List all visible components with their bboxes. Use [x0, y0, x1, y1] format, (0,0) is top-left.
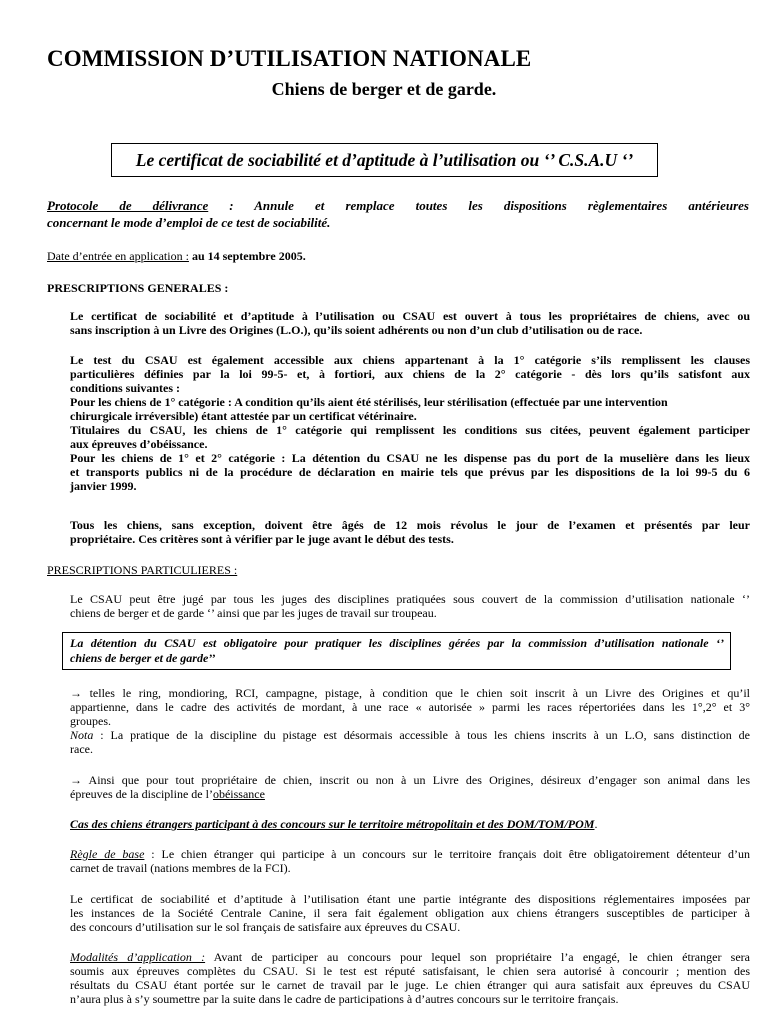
particular-heading [47, 563, 237, 577]
text-line: Titulaires du CSAU, les chiens de 1° catégorie qui remplissent les conditions sus citées, peuvent également participer [70, 423, 750, 437]
particular-paragraph-1 [70, 592, 750, 620]
certificate-title-box [111, 143, 658, 177]
text-line: Le test du CSAU est également accessible aux chiens appartenant à la 1° catégorie s’ils remplissent les clauses [70, 353, 750, 367]
protocol-colon: : [208, 198, 234, 213]
foreign-dogs-heading [70, 817, 750, 831]
text-line: La détention du CSAU est obligatoire pour pratiquer les disciplines gérées par la commission d’utilisation nationale ‘’ [70, 636, 724, 650]
text-line: résultats du CSAU étant portée sur le carnet de travail par le juge. Le chien étranger qui aura satisfait aux épreuves du CSAU [70, 978, 750, 992]
text-line: chiens de berger et de garde’’ [70, 651, 216, 665]
text-segment: Ainsi que pour tout propriétaire de chien, inscrit ou non à un Livre des Origines, désireux d’engager son animal dans les [82, 773, 750, 787]
text-line: particulières définies par la loi 99-5- et, à fortiori, aux chiens de la 2° catégorie - dès lors qu’ils satisfont aux [70, 367, 750, 381]
text-segment: : La pratique de la discipline du pistage est désormais accessible à tous les chiens inscrits à un L.O, sans distinction de [93, 728, 750, 742]
text-line: carnet de travail (nations membres de la FCI). [70, 861, 291, 875]
text-segment: épreuves de la discipline de l’ [70, 787, 213, 801]
text-line: appartienne, dans le cadre des activités de mordant, à une race « autorisée » parmi les races répertoriées dans les 1°,2° et 3° [70, 700, 750, 714]
text-segment: : Le chien étranger qui participe à un concours sur le territoire français doit être obligatoirement détenteur d’un [144, 847, 751, 861]
page-subtitle: Chiens de berger et de garde. [271, 79, 497, 99]
text-line: Tous les chiens, sans exception, doivent être âgés de 12 mois révolus le jour de l’examen et présentés par leur [70, 518, 750, 532]
text-segment: . [594, 817, 598, 831]
text-line: n’aura plus à s’y soumettre par la suite dans le cadre de participations à d’autres concours sur le territoire français. [70, 992, 619, 1006]
text-line: conditions suivantes : [70, 381, 181, 395]
general-heading-text: PRESCRIPTIONS GENERALES : [47, 281, 229, 295]
application-date-label: Date d’entrée en application : [47, 249, 189, 263]
nota-label: Nota [70, 728, 94, 742]
certificate-paragraph [70, 892, 750, 934]
text-line: chiens de berger et de garde ‘’ ainsi que par les juges de travail sur troupeau. [70, 606, 437, 620]
text-line: Le certificat de sociabilité et d’aptitude à l’utilisation ou CSAU est ouvert à tous les propriétaires de chiens, avec ou [70, 309, 750, 323]
base-rule-label: Règle de base [70, 847, 145, 861]
modalities-label: Modalités d’application : [70, 950, 206, 964]
foreign-heading-text: Cas des chiens étrangers participant à des concours sur le territoire métropolitain et des DOM/TOM/POM [70, 817, 595, 831]
text-line: race. [70, 742, 93, 756]
protocol-line-1: Annule et remplace toutes les dispositions règlementaires antérieures [233, 198, 749, 213]
arrow-icon: → [70, 773, 82, 787]
particular-heading-text: PRESCRIPTIONS PARTICULIERES : [47, 563, 238, 577]
obedience-link: obéissance [212, 787, 265, 801]
application-date-value: au 14 septembre 2005. [188, 249, 306, 263]
text-segment: telles le ring, mondioring, RCI, campagne, pistage, à condition que le chien soit inscrit à un Livre des Origines et qu’il [82, 686, 750, 700]
protocol-paragraph [47, 197, 749, 231]
text-line: sans inscription à un Livre des Origines (L.O.), qu’ils soient adhérents ou non d’un club d’utilisation ou de race. [70, 323, 643, 337]
text-line: groupes. [70, 714, 111, 728]
disciplines-paragraph [70, 686, 750, 756]
page-title: COMMISSION D’UTILISATION NATIONALE [47, 46, 532, 71]
text-line: Pour les chiens de 1° catégorie : A condition qu’ils aient été stérilisés, leur stérilisation (effectuée par une intervention [70, 395, 668, 409]
general-paragraph-2 [70, 353, 750, 493]
text-line: janvier 1999. [70, 479, 137, 493]
text-line: Pour les chiens de 1° et 2° catégorie : La détention du CSAU ne les dispense pas du port de la muselière dans les lieux [70, 451, 750, 465]
text-line: Le CSAU peut être jugé par tous les juges des disciplines pratiquées sous couvert de la commission d’utilisation nationale ‘’ [70, 592, 750, 606]
text-line: propriétaire. Ces critères sont à vérifier par le juge avant le début des tests. [70, 532, 454, 546]
arrow-icon: → [70, 686, 82, 700]
general-paragraph-1 [70, 309, 750, 337]
text-line: et transports publics ni de la procédure de déclaration en mairie tels que prévus par les dispositions de la loi 99-5 du 6 [70, 465, 750, 479]
text-line: des concours d’utilisation sur le sol français de satisfaire aux épreuves du CSAU. [70, 920, 461, 934]
text-line: soumis aux épreuves complètes du CSAU. Si le test est réputé satisfaisant, le chien sera autorisé à concourir ; mention des [70, 964, 750, 978]
application-modalities-paragraph [70, 950, 750, 1006]
general-heading [47, 281, 228, 295]
text-line: les instances de la Société Centrale Canine, il sera fait également obligation aux chiens étrangers susceptibles de participer à [70, 906, 750, 920]
protocol-label: Protocole de délivrance [47, 198, 209, 213]
text-segment: Avant de participer au concours pour lequel son propriétaire l’a engagé, le chien étranger sera [205, 950, 750, 964]
general-paragraph-3 [70, 518, 750, 546]
protocol-line-2: concernant le mode d’emploi de ce test de sociabilité. [47, 215, 331, 230]
obedience-paragraph [70, 773, 750, 801]
certificate-title: Le certificat de sociabilité et d’aptitude à l’utilisation ou ‘’ C.S.A.U ‘’ [135, 149, 634, 170]
mandatory-notice-box [62, 632, 731, 670]
text-line: Le certificat de sociabilité et d’aptitude à l’utilisation étant une partie intégrante des dispositions réglementaires imposées par [70, 892, 750, 906]
application-date [47, 249, 306, 263]
text-line: aux épreuves d’obéissance. [70, 437, 208, 451]
base-rule-paragraph [70, 847, 750, 875]
text-line: chirurgicale irréversible) étant attestée par un certificat vétérinaire. [70, 409, 417, 423]
